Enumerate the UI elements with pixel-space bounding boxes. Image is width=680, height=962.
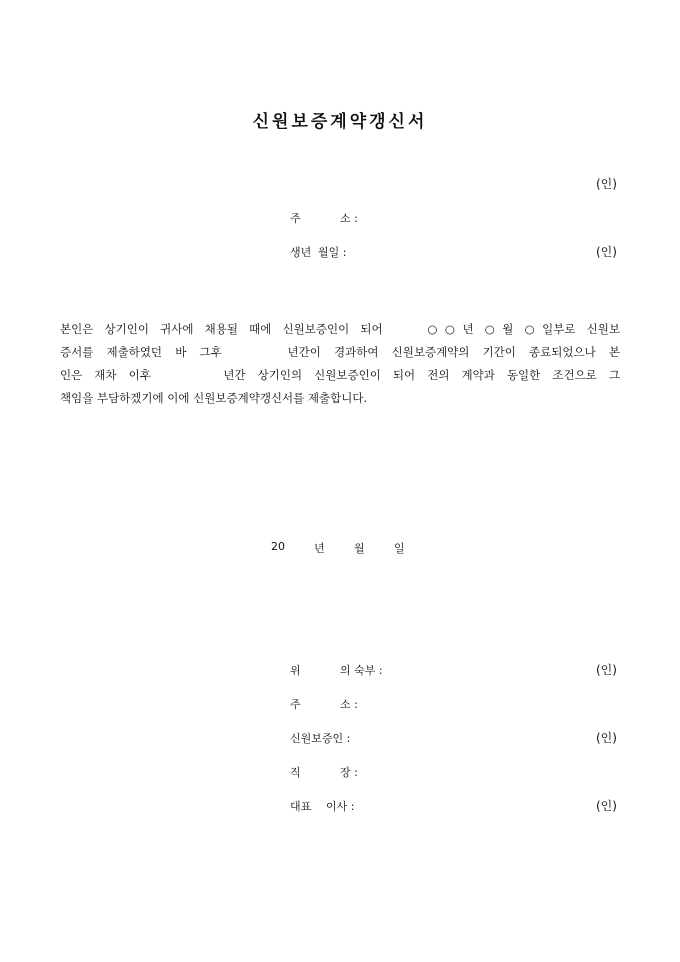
- document-title: 신원보증계약갱신서: [252, 112, 428, 132]
- guarantor-address-label-b: 소 :: [340, 698, 358, 711]
- seal-mark-guarantor: (인): [596, 731, 617, 745]
- date-month-unit: 월: [354, 542, 365, 555]
- seal-mark-top: (인): [596, 177, 617, 191]
- ceo-label-b: 이사 :: [326, 800, 355, 813]
- body-line-1: 본인은 상기인이 귀사에 채용될 때에 신원보증인이 되어 ○○년 ○월 ○일부로 신원보: [60, 322, 620, 336]
- guarantor-label: 신원보증인 :: [290, 732, 351, 745]
- seal-mark-birth: (인): [596, 245, 617, 259]
- body-line-4: 책임을 부담하겠기에 이에 신원보증계약갱신서를 제출합니다.: [60, 391, 368, 405]
- seal-mark-ceo: (인): [596, 799, 617, 813]
- date-year: 20: [271, 540, 285, 553]
- address-label-b: 소 :: [340, 212, 358, 225]
- body-line-2: 증서를 제출하였던 바 그후 년간이 경과하여 신원보증계약의 기간이 종료되었으나 본: [60, 345, 620, 359]
- birth-label-b: 월일 :: [318, 246, 347, 259]
- workplace-label-b: 장 :: [340, 766, 358, 779]
- body-line-3: 인은 재차 이후 년간 상기인의 신원보증인이 되어 전의 계약과 동일한 조건으로 그: [60, 368, 620, 382]
- date-day-unit: 일: [394, 542, 405, 555]
- workplace-label-a: 직: [290, 766, 301, 779]
- address-label-a: 주: [290, 212, 301, 225]
- ceo-label-a: 대표: [290, 800, 312, 813]
- relation-label-b: 의 숙부 :: [340, 664, 383, 677]
- date-year-unit: 년: [314, 542, 325, 555]
- body-paragraph: [60, 318, 620, 410]
- guarantor-address-label-a: 주: [290, 698, 301, 711]
- seal-mark-relation: (인): [596, 663, 617, 677]
- birth-label-a: 생년: [290, 246, 312, 259]
- relation-label-a: 위: [290, 664, 301, 677]
